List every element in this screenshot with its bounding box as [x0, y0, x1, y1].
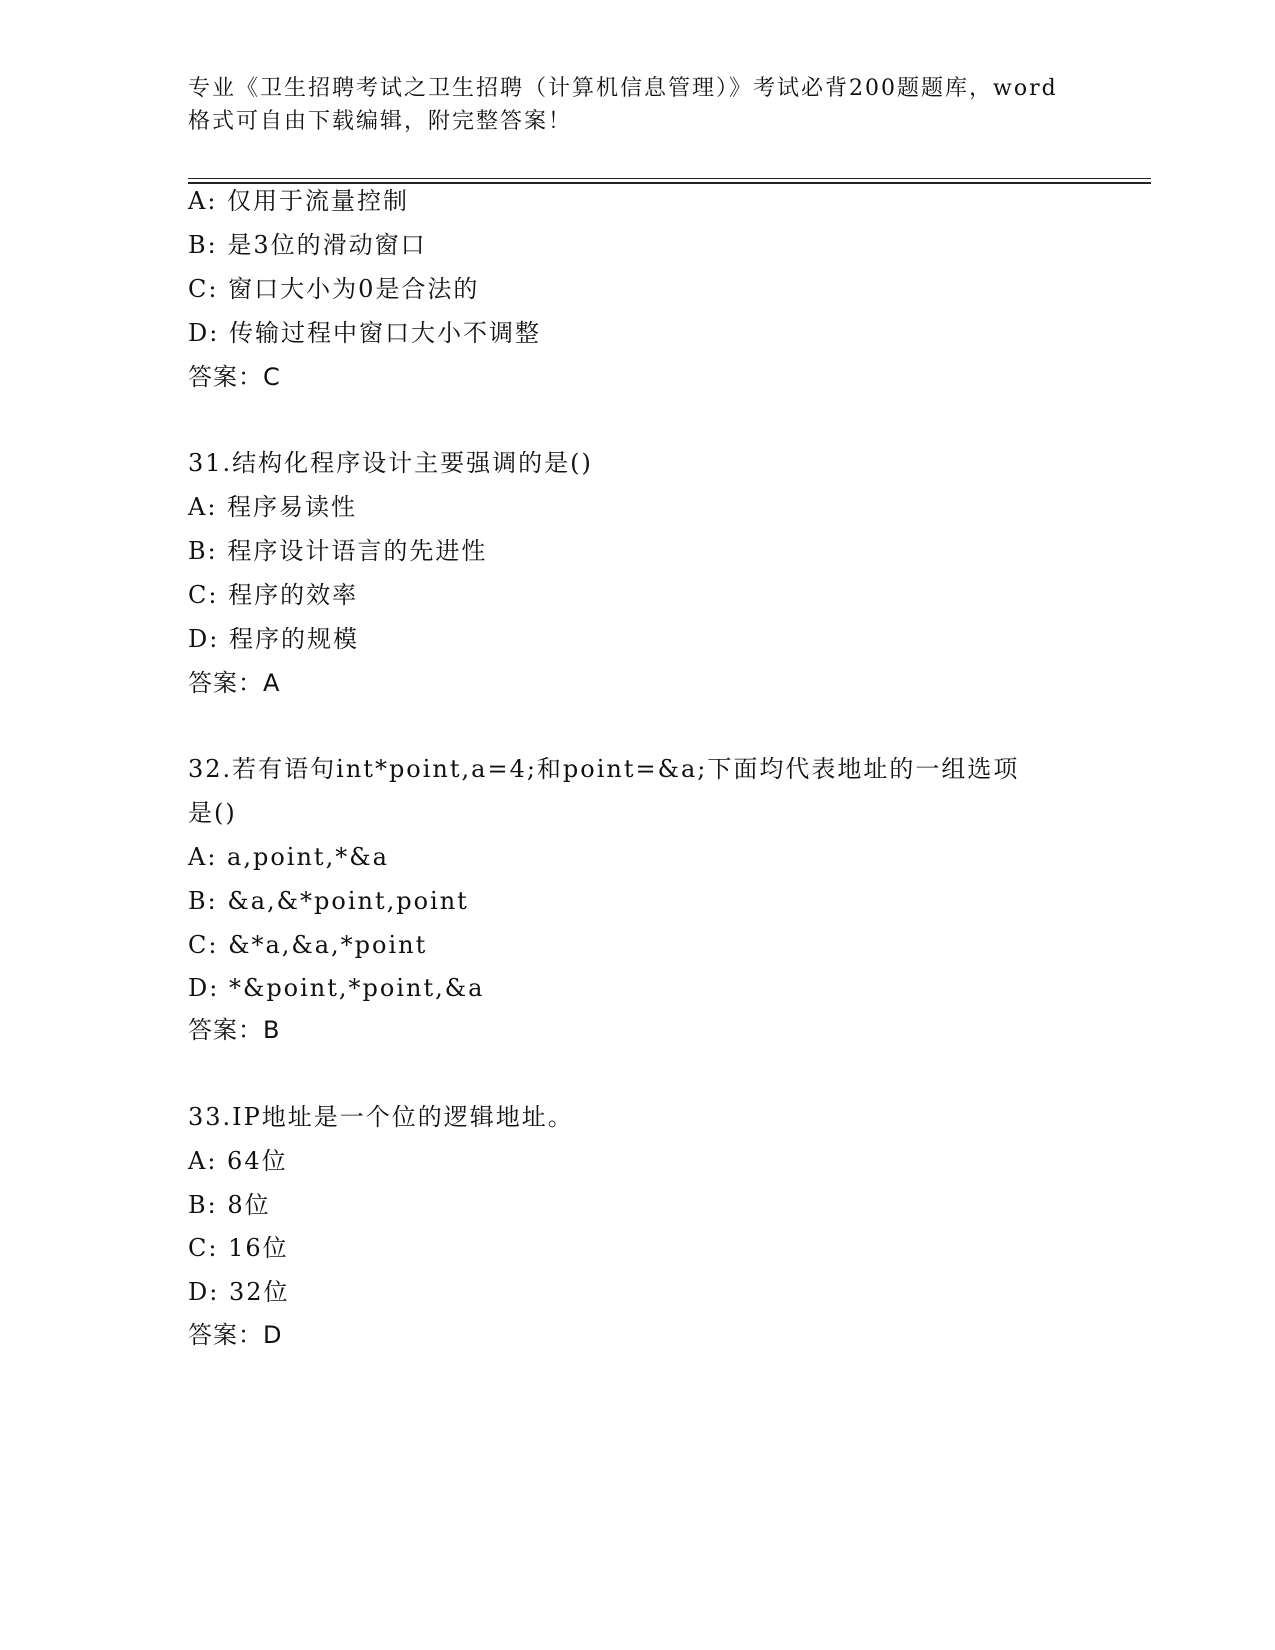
header-divider-thick	[188, 182, 1151, 184]
q31-option-c: C: 程序的效率	[188, 581, 359, 609]
q32-stem-line-2: 是()	[188, 799, 237, 827]
header-divider-thin	[188, 178, 1151, 179]
q32-answer: 答案：B	[188, 1016, 281, 1044]
q32-option-c: C: &*a,&a,*point	[188, 931, 428, 959]
q33-option-c: C: 16位	[188, 1234, 289, 1262]
q32-option-a: A: a,point,*&a	[188, 843, 389, 871]
q30-answer: 答案：C	[188, 363, 281, 391]
q33-option-b: B: 8位	[188, 1191, 271, 1219]
q30-option-d: D: 传输过程中窗口大小不调整	[188, 319, 541, 347]
q30-option-c: C: 窗口大小为0是合法的	[188, 275, 480, 303]
q31-option-b: B: 程序设计语言的先进性	[188, 537, 488, 565]
q32-stem-line-1: 32.若有语句int*point,a=4;和point=&a;下面均代表地址的一组选项	[188, 755, 1020, 783]
q31-stem: 31.结构化程序设计主要强调的是()	[188, 449, 593, 477]
q31-option-d: D: 程序的规模	[188, 625, 359, 653]
q33-answer: 答案：D	[188, 1321, 283, 1349]
q32-option-b: B: &a,&*point,point	[188, 887, 469, 915]
document-header	[188, 72, 1088, 138]
q32-option-d: D: *&point,*point,&a	[188, 974, 485, 1002]
q30-option-a: A: 仅用于流量控制	[188, 187, 410, 215]
q30-option-b: B: 是3位的滑动窗口	[188, 231, 427, 259]
q31-option-a: A: 程序易读性	[188, 493, 358, 521]
header-line-2: 格式可自由下载编辑，附完整答案！	[188, 109, 573, 134]
q33-option-a: A: 64位	[188, 1147, 288, 1175]
q31-answer: 答案：A	[188, 669, 281, 697]
q33-option-d: D: 32位	[188, 1278, 290, 1306]
q33-stem: 33.IP地址是一个位的逻辑地址。	[188, 1103, 574, 1131]
header-line-1: 专业《卫生招聘考试之卫生招聘（计算机信息管理）》考试必背200题题库，word	[188, 76, 1058, 101]
